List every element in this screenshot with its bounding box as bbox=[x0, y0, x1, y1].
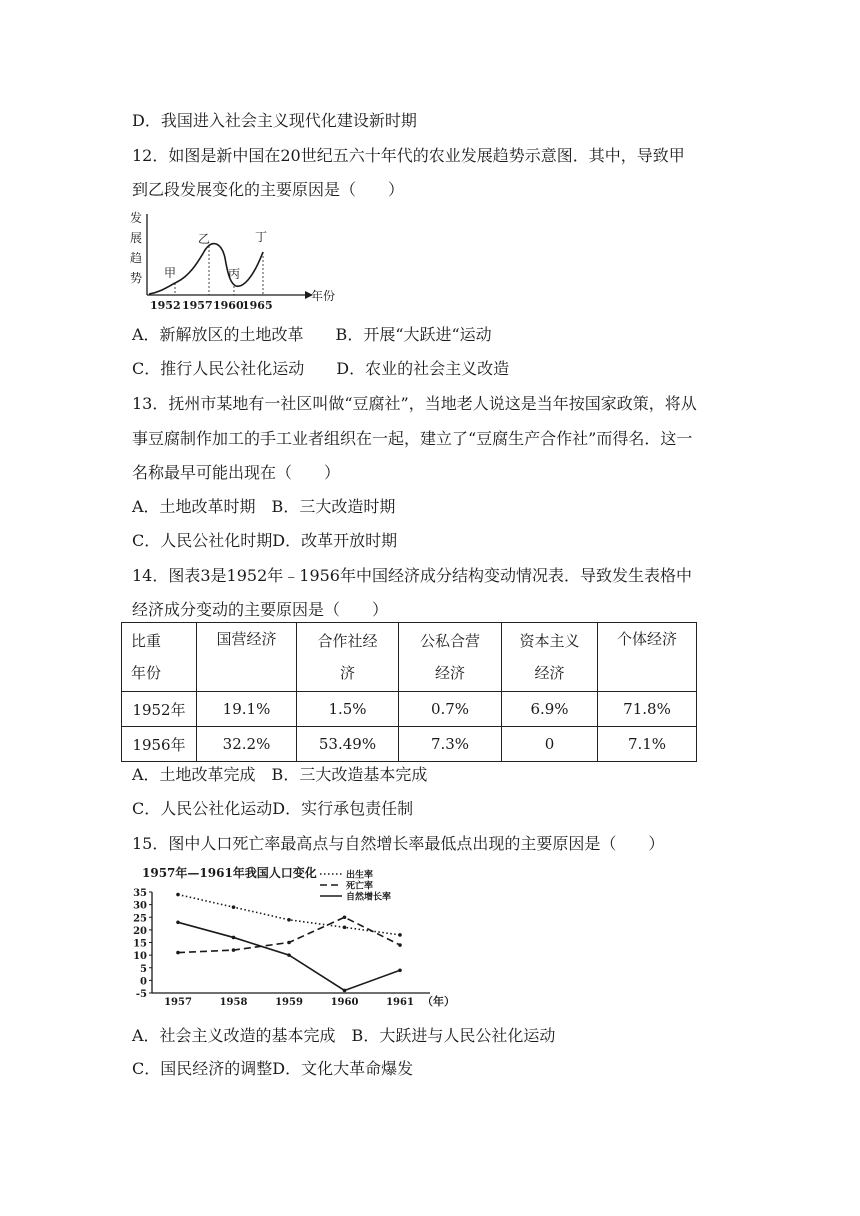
series-point bbox=[343, 926, 347, 930]
header-joint-economy bbox=[399, 623, 502, 692]
q12-stem-line1: 12．如图是新中国在20世纪五六十年代的农业发展趋势示意图．其中，导致甲 bbox=[132, 146, 685, 165]
cell-1952-joint: 0.7% bbox=[399, 692, 502, 727]
y-tick-label: 15 bbox=[133, 938, 147, 950]
q11-option-d: D．我国进入社会主义现代化建设新时期 bbox=[132, 111, 417, 130]
series-point bbox=[287, 941, 291, 945]
segment-label-bing: 丙 bbox=[228, 267, 241, 281]
x-tick-label: 1957 bbox=[164, 997, 192, 1008]
chart-axes bbox=[152, 892, 430, 993]
q15-stem: 15．图中人口死亡率最高点与自然增长率最低点出现的主要原因是（ ） bbox=[132, 834, 665, 853]
y-tick-label: 20 bbox=[133, 925, 147, 937]
header-capitalist-economy bbox=[502, 623, 598, 692]
row-year-1956: 1956年 bbox=[122, 727, 197, 762]
chart-x-ticks bbox=[164, 997, 414, 1008]
cell-1956-state: 32.2% bbox=[197, 727, 297, 762]
chart-legend bbox=[320, 869, 391, 903]
trend-ylabel-char-4: 势 bbox=[130, 271, 143, 285]
header-joint-line1: 公私合营 bbox=[419, 632, 480, 650]
header-capitalist-line1: 资本主义 bbox=[519, 632, 580, 650]
economic-structure-table bbox=[121, 622, 697, 762]
series-point bbox=[176, 893, 180, 897]
series-point bbox=[232, 905, 236, 909]
x-tick-label: 1961 bbox=[386, 997, 414, 1008]
y-tick-label: 0 bbox=[140, 976, 147, 988]
chart-xlabel: （年） bbox=[422, 995, 455, 1008]
x-tick-label: 1959 bbox=[275, 997, 303, 1008]
cell-1952-cooperative: 1.5% bbox=[297, 692, 399, 727]
q12-options-ab: A．新解放区的土地改革 B．开展“大跃进“运动 bbox=[132, 325, 492, 344]
year-label-1965: 1965 bbox=[242, 299, 273, 312]
y-tick-label: -5 bbox=[135, 989, 147, 1000]
series-line-dashed bbox=[178, 917, 400, 952]
series-point bbox=[176, 951, 180, 955]
q12-options-cd: C．推行人民公社化运动 D．农业的社会主义改造 bbox=[132, 359, 510, 378]
x-tick-label: 1960 bbox=[330, 997, 359, 1008]
trend-ylabel bbox=[130, 210, 142, 285]
series-point bbox=[343, 915, 347, 919]
trend-ylabel-char-3: 趋 bbox=[130, 251, 143, 265]
header-individual-economy bbox=[598, 623, 697, 692]
chart-title: 1957年—1961年我国人口变化 bbox=[142, 866, 317, 880]
table-row bbox=[122, 692, 697, 727]
header-individual-text: 个体经济 bbox=[616, 630, 677, 648]
y-tick-label: 10 bbox=[133, 951, 147, 963]
q15-options-ab: A．社会主义改造的基本完成 B．大跃进与人民公社化运动 bbox=[132, 1026, 556, 1045]
q13-stem-line3: 名称最早可能出现在（ ） bbox=[132, 463, 341, 482]
cell-1956-individual: 7.1% bbox=[598, 727, 697, 762]
q14-options-ab: A．土地改革完成 B．三大改造基本完成 bbox=[132, 765, 428, 784]
table-row bbox=[122, 727, 697, 762]
series-point bbox=[398, 943, 402, 947]
legend-label: 自然增长率 bbox=[346, 892, 392, 903]
series-point bbox=[287, 953, 291, 957]
header-capitalist-line2: 经济 bbox=[534, 664, 565, 682]
segment-label-ding: 丁 bbox=[255, 230, 268, 244]
q14-stem-line1: 14．图表3是1952年﹣1956年中国经济成分结构变动情况表．导致发生表格中 bbox=[132, 566, 692, 585]
q12-stem-line2: 到乙段发展变化的主要原因是（ ） bbox=[132, 180, 405, 199]
series-point bbox=[287, 918, 291, 922]
year-label-1952: 1952 bbox=[150, 299, 181, 312]
y-tick-label: 25 bbox=[133, 913, 147, 925]
corner-top-label: 比重 bbox=[131, 632, 162, 650]
legend-label: 死亡率 bbox=[346, 881, 374, 892]
q13-stem-line1: 13．抚州市某地有一社区叫做“豆腐社”，当地老人说这是当年按国家政策，将从 bbox=[132, 394, 697, 413]
trend-xlabel: 年份 bbox=[311, 289, 336, 303]
segment-label-jia: 甲 bbox=[164, 266, 177, 280]
year-label-1960: 1960 bbox=[213, 299, 244, 312]
series-point bbox=[398, 968, 402, 972]
header-cooperative-line2: 济 bbox=[339, 664, 355, 682]
header-state-economy-text: 国营经济 bbox=[216, 630, 277, 648]
trend-ylabel-char-2: 展 bbox=[130, 231, 143, 245]
population-chart bbox=[130, 862, 460, 1012]
cell-1956-cooperative: 53.49% bbox=[297, 727, 399, 762]
q14-stem-line2: 经济成分变动的主要原因是（ ） bbox=[132, 600, 389, 619]
header-joint-line2: 经济 bbox=[434, 664, 465, 682]
y-tick-label: 35 bbox=[133, 888, 147, 899]
chart-y-ticks bbox=[133, 888, 152, 1000]
segment-label-yi: 乙 bbox=[198, 232, 211, 246]
cell-1956-capitalist: 0 bbox=[502, 727, 598, 762]
series-point bbox=[232, 948, 236, 952]
y-tick-label: 5 bbox=[140, 963, 147, 975]
corner-bottom-label: 年份 bbox=[131, 664, 162, 682]
row-year-1952: 1952年 bbox=[122, 692, 197, 727]
x-tick-label: 1958 bbox=[219, 997, 248, 1008]
cell-1952-individual: 71.8% bbox=[598, 692, 697, 727]
legend-label: 出生率 bbox=[346, 870, 374, 881]
series-point bbox=[232, 936, 236, 940]
series-point bbox=[176, 921, 180, 925]
q14-options-cd: C．人民公社化运动D．实行承包责任制 bbox=[132, 799, 414, 818]
table-corner-cell bbox=[122, 623, 197, 692]
q15-options-cd: C．国民经济的调整D．文化大革命爆发 bbox=[132, 1059, 414, 1078]
year-label-1957: 1957 bbox=[182, 299, 213, 312]
q13-options-cd: C．人民公社化时期D．改革开放时期 bbox=[132, 531, 398, 550]
series-point bbox=[398, 933, 402, 937]
q13-stem-line2: 事豆腐制作加工的手工业者组织在一起，建立了“豆腐生产合作社”而得名．这一 bbox=[132, 429, 693, 448]
header-cooperative-line1: 合作社经 bbox=[317, 632, 378, 650]
header-cooperative-economy bbox=[297, 623, 399, 692]
q13-options-ab: A．土地改革时期 B．三大改造时期 bbox=[132, 497, 396, 516]
cell-1952-capitalist: 6.9% bbox=[502, 692, 598, 727]
series-point bbox=[343, 989, 347, 993]
y-tick-label: 30 bbox=[133, 900, 147, 912]
agriculture-trend-figure bbox=[127, 206, 337, 312]
header-state-economy bbox=[197, 623, 297, 692]
cell-1956-joint: 7.3% bbox=[399, 727, 502, 762]
chart-series bbox=[176, 893, 402, 993]
table-header-row bbox=[122, 623, 697, 692]
cell-1952-state: 19.1% bbox=[197, 692, 297, 727]
trend-ylabel-char-1: 发 bbox=[130, 211, 143, 225]
